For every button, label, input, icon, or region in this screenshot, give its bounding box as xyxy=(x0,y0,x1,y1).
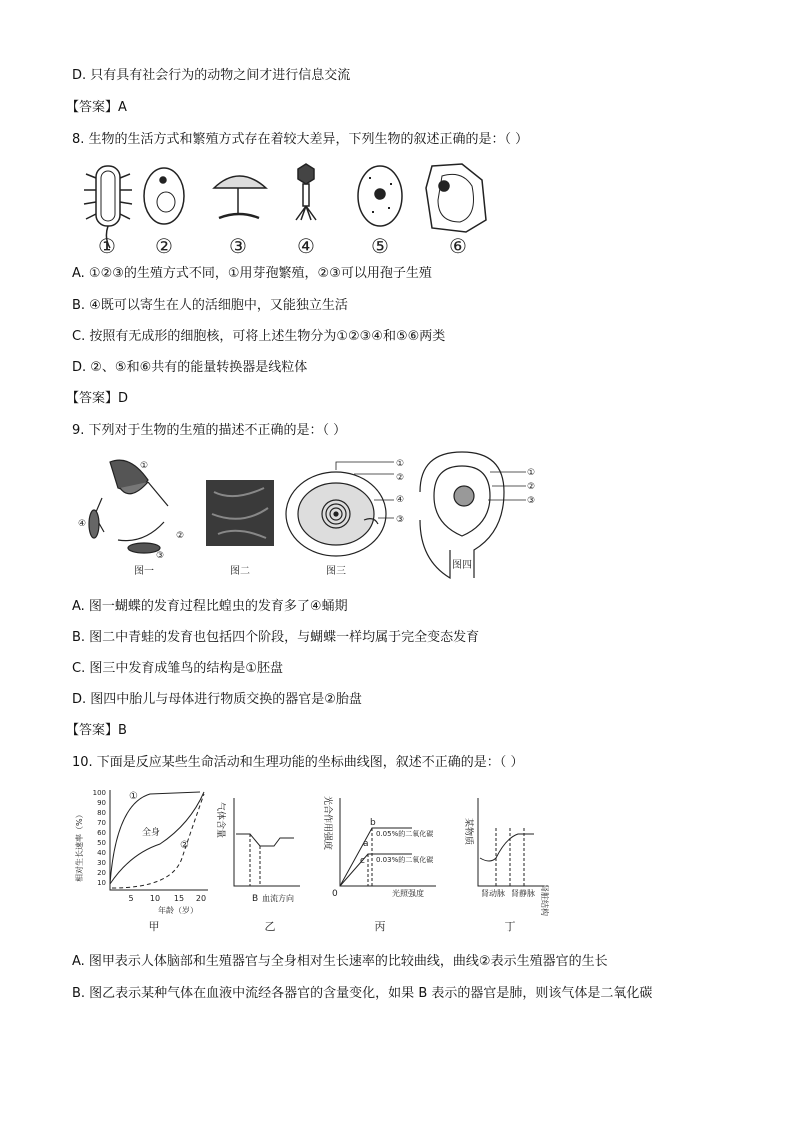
bing-b-label: b xyxy=(370,818,376,828)
ding-x2-label: 肾静脉 xyxy=(511,889,535,898)
svg-text:①: ① xyxy=(140,461,149,471)
jia-xtick: 15 xyxy=(173,894,185,903)
ding-name: 丁 xyxy=(504,920,516,933)
jia-ytick: 60 xyxy=(97,829,106,837)
q8-label-1: ① xyxy=(98,234,116,258)
svg-text:③: ③ xyxy=(396,515,405,525)
mushroom-image xyxy=(214,176,266,218)
q8-organism-figure xyxy=(74,160,504,260)
svg-text:③: ③ xyxy=(156,551,165,561)
bing-a-label: a xyxy=(363,839,369,849)
jia-ytick: 50 xyxy=(97,839,106,847)
jia-ytick: 80 xyxy=(97,809,106,817)
butterfly-cycle-image xyxy=(78,460,184,561)
bing-ylabel: 光合作用强度 xyxy=(322,796,332,851)
q8-stem: 8. 生物的生活方式和繁殖方式存在着较大差异，下列生物的叙述正确的是：（ ） xyxy=(72,132,529,147)
yi-xlabel: 血流方向 xyxy=(262,894,294,903)
jia-xtick: 5 xyxy=(128,894,134,903)
q10-option-b: B. 图乙表示某种气体在血液中流经各器官的含量变化，如果 B 表示的器官是肺，则该气体是二氧化碳 xyxy=(72,986,653,1001)
q8-label-5: ⑤ xyxy=(371,234,389,258)
virus-image xyxy=(296,164,316,220)
jia-curve2-label: ② xyxy=(180,840,189,851)
uterus-fetus-image xyxy=(420,452,535,578)
q9-reproduction-figure xyxy=(74,452,534,578)
q8-option-d: D. ②、⑤和⑥共有的能量转换器是线粒体 xyxy=(72,360,308,375)
q10-option-a: A. 图甲表示人体脑部和生殖器官与全身相对生长速率的比较曲线，曲线②表示生殖器官的生长 xyxy=(72,954,608,969)
plant-cell-image xyxy=(426,164,486,232)
graph-ding xyxy=(463,818,550,933)
q8-option-b: B. ④既可以寄生在人的活细胞中，又能独立生活 xyxy=(72,298,348,313)
q8-label-4: ④ xyxy=(297,234,315,258)
jia-xtick: 20 xyxy=(195,894,207,903)
q7-option-d: D. 只有具有社会行为的动物之间才进行信息交流 xyxy=(72,68,351,83)
q8-label-3: ③ xyxy=(229,234,247,258)
yi-ylabel: 气体含量 xyxy=(215,802,225,839)
bing-series2-label: 0.03%的二氧化碳 xyxy=(376,856,434,864)
jia-ytick: 10 xyxy=(97,879,106,887)
bing-xlabel: 光照强度 xyxy=(392,889,424,898)
ding-ylabel: 某物质 xyxy=(463,818,473,846)
q8-option-c: C. 按照有无成形的细胞核，可将上述生物分为①②③④和⑤⑥两类 xyxy=(72,329,446,344)
graph-yi xyxy=(215,802,294,933)
yi-name: 乙 xyxy=(264,920,276,933)
jia-name: 甲 xyxy=(148,920,160,933)
svg-text:①: ① xyxy=(527,468,536,478)
jia-ytick: 100 xyxy=(92,789,106,797)
svg-text:②: ② xyxy=(396,473,405,483)
q8-label-2: ② xyxy=(155,234,173,258)
bird-egg-image xyxy=(286,459,404,556)
q9-fig4-label: 图四 xyxy=(452,560,472,571)
q8-label-6: ⑥ xyxy=(449,234,467,258)
svg-text:①: ① xyxy=(396,459,405,469)
ding-x1-label: 肾动脉 xyxy=(481,889,505,898)
jia-ytick: 30 xyxy=(97,859,106,867)
bing-c-label: c xyxy=(360,856,365,866)
ding-xlabel: 肾脏结构 xyxy=(540,884,549,916)
svg-text:②: ② xyxy=(176,531,185,541)
jia-xlabel: 年龄（岁） xyxy=(158,906,198,915)
q9-stem: 9. 下列对于生物的生殖的描述不正确的是：（ ） xyxy=(72,423,347,438)
q9-fig1-label: 图一 xyxy=(134,566,154,577)
svg-text:④: ④ xyxy=(396,495,405,505)
q8-answer: 【答案】D xyxy=(66,391,129,406)
graph-bing xyxy=(322,796,433,933)
q7-answer: 【答案】A xyxy=(66,100,127,115)
jia-curve1-label: ① xyxy=(129,791,138,802)
jia-ytick: 20 xyxy=(97,869,106,877)
q9-answer: 【答案】B xyxy=(66,723,127,738)
bing-series1-label: 0.05%的二氧化碳 xyxy=(376,830,434,838)
svg-text:②: ② xyxy=(527,482,536,492)
graph-jia xyxy=(74,789,206,933)
q10-stem: 10. 下面是反应某些生命活动和生理功能的坐标曲线图，叙述不正确的是：（ ） xyxy=(72,755,524,770)
q9-option-c: C. 图三中发育成雏鸟的结构是①胚盘 xyxy=(72,661,283,676)
jia-ytick: 70 xyxy=(97,819,106,827)
yi-b-label: B xyxy=(252,894,259,904)
q9-option-d: D. 图四中胎儿与母体进行物质交换的器官是②胎盘 xyxy=(72,692,362,707)
q8-option-a: A. ①②③的生殖方式不同，①用芽孢繁殖，②③可以用孢子生殖 xyxy=(72,266,432,281)
q9-fig3-label: 图三 xyxy=(326,566,346,577)
jia-xtick: 10 xyxy=(149,894,161,903)
q9-option-a: A. 图一蝴蝶的发育过程比蝗虫的发育多了④蛹期 xyxy=(72,599,348,614)
jia-ylabel: 相对生长速率（%） xyxy=(75,810,84,882)
q9-option-b: B. 图二中青蛙的发育也包括四个阶段，与蝴蝶一样均属于完全变态发育 xyxy=(72,630,480,645)
q9-fig2-label: 图二 xyxy=(230,566,250,577)
animal-cell-image xyxy=(358,166,402,226)
bing-origin: 0 xyxy=(332,889,338,899)
svg-text:④: ④ xyxy=(78,519,87,529)
jia-whole-label: 全身 xyxy=(142,828,161,838)
bing-name: 丙 xyxy=(374,920,386,933)
q10-graphs-figure xyxy=(74,784,594,934)
svg-text:③: ③ xyxy=(527,496,536,506)
yeast-image xyxy=(144,168,184,224)
jia-ytick: 40 xyxy=(97,849,106,857)
jia-ytick: 90 xyxy=(97,799,106,807)
